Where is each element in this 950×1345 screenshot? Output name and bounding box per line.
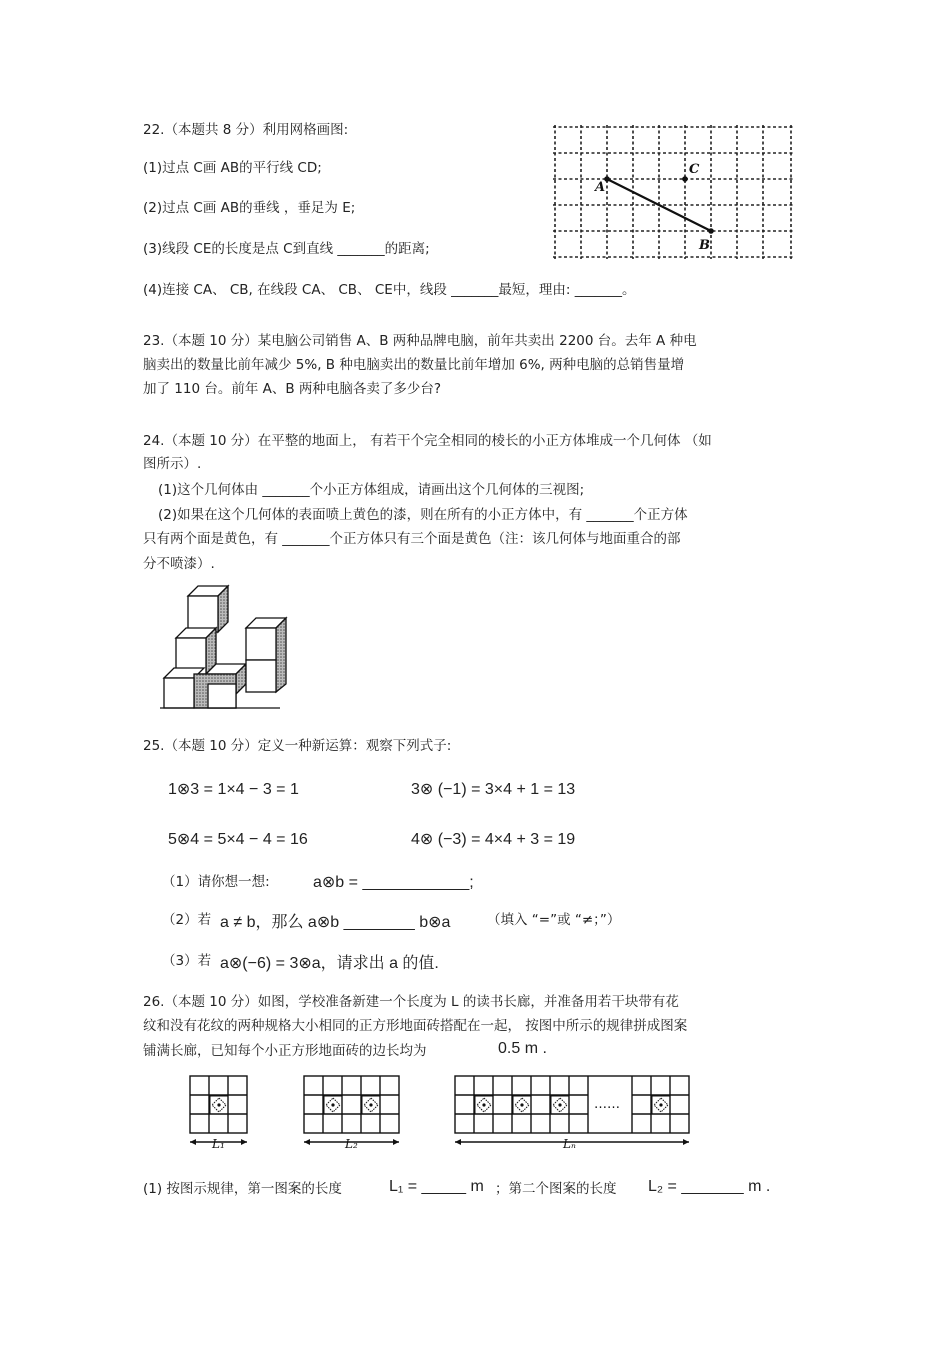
q26-line3: 铺满长廊，已知每个小正方形地面砖的边长均为 bbox=[143, 1043, 427, 1059]
q25-equation-2: 3⊗ (−1) = 3×4 + 1 = 13 bbox=[411, 781, 576, 798]
dots-text: …… bbox=[594, 1097, 620, 1112]
point-c bbox=[682, 176, 688, 182]
q25-equation-3: 5⊗4 = 5×4 − 4 = 16 bbox=[168, 831, 308, 848]
q25-sub2-expr: a ≠ b，那么 a⊗b ________ b⊗a bbox=[220, 914, 451, 931]
q22-title: 22.（本题共 8 分）利用网格画图: bbox=[143, 122, 349, 138]
q26-part1-l1: L₁ = _____ m bbox=[389, 1178, 484, 1195]
q25-sub1-expr: a⊗b = ____________; bbox=[313, 874, 474, 891]
q26-part1-mid: ；第二个图案的长度 bbox=[495, 1181, 617, 1197]
q25-sub2-label: （2）若 bbox=[162, 912, 212, 928]
q22-grid-figure bbox=[553, 125, 795, 261]
q23-line1: 23.（本题 10 分）某电脑公司销售 A、B 两种品牌电脑，前年共卖出 2200 台。去年 A 种电 bbox=[143, 333, 697, 349]
q24-line2: 图所示）. bbox=[143, 456, 202, 472]
label-ln: Lₙ bbox=[563, 1137, 576, 1151]
q26-line2: 纹和没有花纹的两种规格大小相同的正方形地面砖搭配在一起， 按图中所示的规律拼成图案 bbox=[143, 1018, 688, 1034]
label-a: A bbox=[595, 180, 606, 195]
q26-tile-patterns bbox=[188, 1074, 693, 1154]
q22-part4: (4)连接 CA、 CB, 在线段 CA、 CB、 CE中，线段 _______最短，理由: _______。 bbox=[143, 282, 636, 298]
q25-title: 25.（本题 10 分）定义一种新运算：观察下列式子: bbox=[143, 738, 452, 754]
q22-part3: (3)线段 CE的长度是点 C到直线 _______的距离; bbox=[143, 241, 430, 257]
q23-line2: 脑卖出的数量比前年减少 5%, B 种电脑卖出的数量比前年增加 6%, 两种电脑的总销售量增 bbox=[143, 357, 685, 373]
q25-equation-4: 4⊗ (−3) = 4×4 + 3 = 19 bbox=[411, 831, 576, 848]
label-l2: L₂ bbox=[345, 1137, 358, 1151]
q24-cube-figure bbox=[160, 584, 296, 712]
q26-part1-l2: L₂ = _______ m . bbox=[648, 1178, 771, 1195]
q25-equation-1: 1⊗3 = 1×4 − 3 = 1 bbox=[168, 781, 299, 798]
q23-line3: 加了 110 台。前年 A、B 两种电脑各卖了多少台? bbox=[143, 381, 442, 397]
q24-line5: 只有两个面是黄色，有 _______个正方体只有三个面是黄色（注：该几何体与地面重合的部 bbox=[143, 531, 681, 547]
q26-tile-size: 0.5 m . bbox=[498, 1040, 547, 1057]
q24-line3: (1)这个几何体由 _______个小正方体组成，请画出这个几何体的三视图; bbox=[158, 482, 585, 498]
q25-sub1-label: （1）请你想一想: bbox=[162, 874, 270, 890]
q24-line4: (2)如果在这个几何体的表面喷上黄色的漆，则在所有的小正方体中，有 _______个正方体 bbox=[158, 507, 688, 523]
q26-line1: 26.（本题 10 分）如图，学校准备新建一个长度为 L 的读书长廊，并准备用若干块带有花 bbox=[143, 994, 679, 1010]
q26-part1-text: (1) 按图示规律，第一图案的长度 bbox=[143, 1181, 342, 1197]
q25-sub3-label: （3）若 bbox=[162, 953, 212, 969]
q25-sub3-expr: a⊗(−6) = 3⊗a，请求出 a 的值. bbox=[220, 955, 439, 972]
q24-line6: 分不喷漆）. bbox=[143, 556, 215, 572]
point-b bbox=[708, 228, 714, 234]
label-l1: L₁ bbox=[212, 1137, 225, 1151]
q22-part1: (1)过点 C画 AB的平行线 CD; bbox=[143, 160, 322, 176]
q24-line1: 24.（本题 10 分）在平整的地面上， 有若干个完全相同的棱长的小正方体堆成一个几何体 （如 bbox=[143, 433, 712, 449]
label-b: B bbox=[699, 238, 710, 253]
q25-sub2-note: （填入 “=”或 “≠；”） bbox=[487, 912, 621, 928]
label-c: C bbox=[689, 162, 700, 177]
q22-part2: (2)过点 C画 AB的垂线 ，垂足为 E; bbox=[143, 200, 356, 216]
